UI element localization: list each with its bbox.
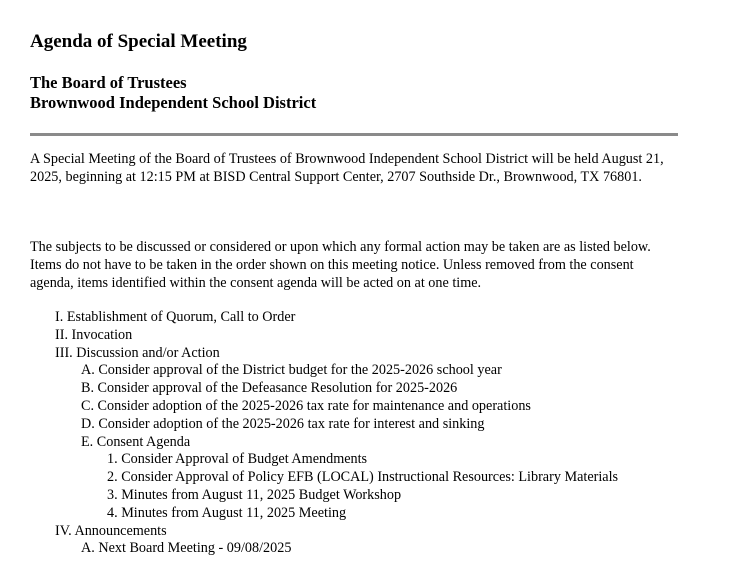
consent-item: 3. Minutes from August 11, 2025 Budget Workshop	[107, 486, 402, 503]
divider	[30, 133, 678, 136]
notice-line: A Special Meeting of the Board of Trustees of Brownwood Independent School District will be held August 21,	[30, 151, 664, 167]
subjects-line: The subjects to be discussed or considered or upon which any formal action may be taken are as listed below.	[30, 239, 651, 255]
consent-item: 4. Minutes from August 11, 2025 Meeting	[107, 504, 347, 521]
subjects-line: agenda, items identified within the consent agenda will be acted on at one time.	[30, 275, 482, 291]
district-name: Brownwood Independent School District	[30, 93, 317, 112]
agenda-subitem: C. Consider adoption of the 2025-2026 tax rate for maintenance and operations	[81, 397, 531, 414]
subjects-line: Items do not have to be taken in the order shown on this meeting notice. Unless removed from the consent	[30, 257, 634, 273]
agenda-list	[0, 309, 747, 558]
consent-item: 1. Consider Approval of Budget Amendments	[107, 451, 368, 468]
notice-line: 2025, beginning at 12:15 PM at BISD Central Support Center, 2707 Southside Dr., Brownwood, TX 76801.	[30, 169, 642, 185]
agenda-subitem: A. Consider approval of the District budget for the 2025-2026 school year	[81, 362, 502, 379]
consent-item: 2. Consider Approval of Policy EFB (LOCAL) Instructional Resources: Library Materials	[107, 469, 619, 486]
agenda-subitem: D. Consider adoption of the 2025-2026 tax rate for interest and sinking	[81, 415, 485, 432]
organization-heading	[30, 73, 316, 113]
agenda-item: II. Invocation	[55, 326, 133, 343]
meeting-notice	[30, 150, 664, 186]
agenda-subitem: B. Consider approval of the Defeasance Resolution for 2025-2026	[81, 380, 458, 397]
agenda-item: IV. Announcements	[55, 522, 167, 539]
board-name: The Board of Trustees	[30, 73, 187, 92]
page-title: Agenda of Special Meeting	[30, 31, 247, 52]
agenda-item: III. Discussion and/or Action	[55, 344, 220, 361]
agenda-subitem: E. Consent Agenda	[81, 433, 191, 450]
agenda-subitem: A. Next Board Meeting - 09/08/2025	[81, 540, 292, 557]
agenda-item: I. Establishment of Quorum, Call to Order	[55, 309, 296, 325]
subjects-paragraph	[30, 238, 651, 292]
